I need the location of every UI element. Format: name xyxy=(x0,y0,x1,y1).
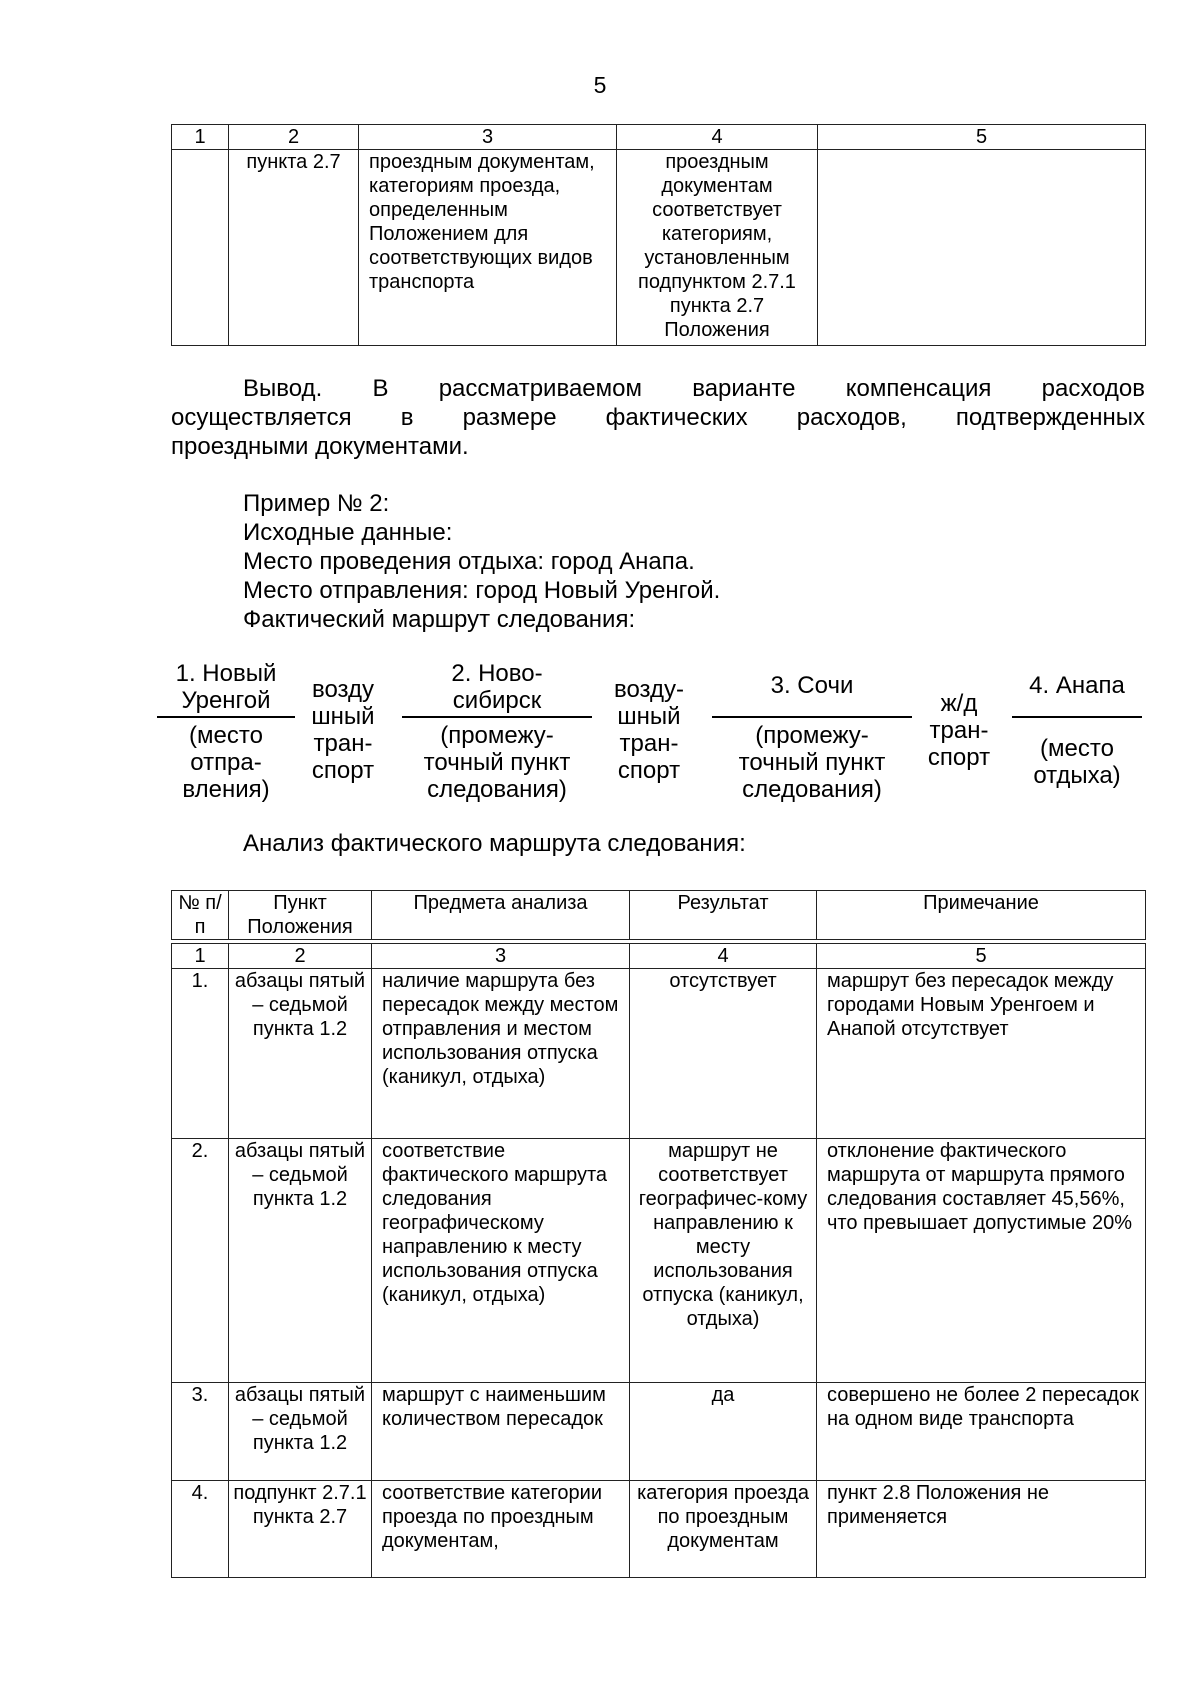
route-point-role: (промежу- xyxy=(755,722,869,749)
table-continuation xyxy=(171,124,1146,346)
route-point-name: 4. Анапа xyxy=(1029,671,1125,699)
route-point-name: сибирск xyxy=(452,687,542,714)
example-block xyxy=(243,489,720,634)
col-number: 4 xyxy=(630,944,817,969)
row-result: маршрут не соответствует географичес-кому направлению к месту использования отпуска (каникул, отдыха) xyxy=(630,1139,817,1383)
col-number: 2 xyxy=(229,944,372,969)
transport-text: ж/д xyxy=(940,690,978,717)
table-cell xyxy=(172,150,229,346)
conclusion-line: проездными документами. xyxy=(171,433,469,460)
example-departure: Место отправления: город Новый Уренгой. xyxy=(243,577,721,604)
route-point-4 xyxy=(1012,656,1142,789)
header-cell: № п/п xyxy=(172,891,229,940)
route-point-role: (место xyxy=(1040,735,1114,762)
table-cell: проездным документам, категориям проезда, определенным Положением для соответствующих видов транспорта xyxy=(359,150,617,346)
fraction-line xyxy=(712,716,912,718)
route-point-role: точный пункт xyxy=(738,749,886,776)
row-number: 4. xyxy=(172,1481,229,1578)
table-row xyxy=(172,969,1146,1139)
route-point-1 xyxy=(157,656,295,803)
col-number: 3 xyxy=(372,944,630,969)
transport-text: спорт xyxy=(311,757,375,784)
header-cell: Результат xyxy=(630,891,817,940)
analysis-table xyxy=(171,890,1146,1578)
header-cell: Предмета анализа xyxy=(372,891,630,940)
route-point-name: 2. Ново- xyxy=(451,660,543,687)
row-subject: соответствие категории проезда по проездным документам, xyxy=(372,1481,630,1578)
fraction-line xyxy=(157,716,295,718)
route-point-role: отпра- xyxy=(190,749,262,776)
route-point-3 xyxy=(712,656,912,803)
row-subject: маршрут с наименьшим количеством пересадок xyxy=(372,1383,630,1481)
transport-text: спорт xyxy=(617,757,681,784)
route-transport-3 xyxy=(919,690,999,771)
transport-text: возду- xyxy=(613,676,685,703)
route-point-name: 3. Сочи xyxy=(770,671,854,699)
analysis-title: Анализ фактического маршрута следования: xyxy=(243,830,746,857)
transport-text: возду xyxy=(311,676,375,703)
route-point-name: Уренгой xyxy=(181,687,271,714)
col-number: 5 xyxy=(818,125,1146,150)
page-number: 5 xyxy=(593,72,607,98)
table-cell: проездным документам соответствует категориям, установленным подпунктом 2.7.1 пункта 2.7 Положения xyxy=(617,150,818,346)
route-point-role: (место xyxy=(189,722,263,749)
transport-text: шный xyxy=(617,703,681,730)
row-point: абзацы пятый – седьмой пункта 1.2 xyxy=(229,969,372,1139)
row-note: совершено не более 2 пересадок на одном виде транспорта xyxy=(817,1383,1146,1481)
table-row xyxy=(172,150,1146,346)
col-number: 2 xyxy=(229,125,359,150)
route-diagram xyxy=(157,656,1147,806)
route-transport-2 xyxy=(604,676,694,784)
conclusion-paragraph xyxy=(171,374,1145,461)
row-note: маршрут без пересадок между городами Новым Уренгоем и Анапой отсутствует xyxy=(817,969,1146,1139)
col-number: 5 xyxy=(817,944,1146,969)
transport-text: тран- xyxy=(313,730,373,757)
header-cell: Примечание xyxy=(817,891,1146,940)
table-row xyxy=(172,1139,1146,1383)
conclusion-line: осуществляется в размере фактических расходов, подтвержденных xyxy=(171,404,1145,431)
table-row xyxy=(172,1481,1146,1578)
table-cell: пункта 2.7 xyxy=(229,150,359,346)
col-number: 4 xyxy=(617,125,818,150)
route-point-role: следования) xyxy=(427,776,567,803)
example-route-label: Фактический маршрут следования: xyxy=(243,606,636,633)
table-header-row xyxy=(172,125,1146,150)
table-header-row xyxy=(172,891,1146,940)
col-number: 1 xyxy=(172,125,229,150)
row-subject: наличие маршрута без пересадок между местом отправления и местом использования отпуска (каникул, отдыха) xyxy=(372,969,630,1139)
route-point-role: отдыха) xyxy=(1033,762,1121,789)
row-point: абзацы пятый – седьмой пункта 1.2 xyxy=(229,1139,372,1383)
table-cell xyxy=(818,150,1146,346)
row-result: категория проезда по проездным документам xyxy=(630,1481,817,1578)
col-number: 3 xyxy=(359,125,617,150)
transport-text: тран- xyxy=(619,730,679,757)
row-number: 3. xyxy=(172,1383,229,1481)
conclusion-line: Вывод. В рассматриваемом варианте компенсация расходов xyxy=(243,375,1145,402)
route-point-name: 1. Новый xyxy=(175,660,277,687)
row-subject: соответствие фактического маршрута следования географическому направлению к месту использования отпуска (каникул, отдыха) xyxy=(372,1139,630,1383)
transport-text: спорт xyxy=(927,744,991,771)
table-number-row xyxy=(172,944,1146,969)
row-number: 2. xyxy=(172,1139,229,1383)
row-result: отсутствует xyxy=(630,969,817,1139)
header-cell: Пункт Положения xyxy=(229,891,372,940)
example-title: Пример № 2: xyxy=(243,490,390,517)
route-point-role: следования) xyxy=(742,776,882,803)
route-point-role: (промежу- xyxy=(440,722,554,749)
fraction-line xyxy=(402,716,592,718)
row-note: пункт 2.8 Положения не применяется xyxy=(817,1481,1146,1578)
example-rest-place: Место проведения отдыха: город Анапа. xyxy=(243,548,695,575)
transport-text: тран- xyxy=(929,717,989,744)
col-number: 1 xyxy=(172,944,229,969)
route-point-2 xyxy=(402,656,592,803)
route-point-role: точный пункт xyxy=(423,749,571,776)
row-point: подпункт 2.7.1 пункта 2.7 xyxy=(229,1481,372,1578)
row-number: 1. xyxy=(172,969,229,1139)
row-point: абзацы пятый – седьмой пункта 1.2 xyxy=(229,1383,372,1481)
row-note: отклонение фактического маршрута от маршрута прямого следования составляет 45,56%, что превышает допустимые 20% xyxy=(817,1139,1146,1383)
transport-text: шный xyxy=(311,703,375,730)
route-transport-1 xyxy=(303,676,383,784)
row-result: да xyxy=(630,1383,817,1481)
route-point-role: вления) xyxy=(182,776,270,803)
example-source: Исходные данные: xyxy=(243,519,453,546)
table-row xyxy=(172,1383,1146,1481)
fraction-line xyxy=(1012,716,1142,718)
